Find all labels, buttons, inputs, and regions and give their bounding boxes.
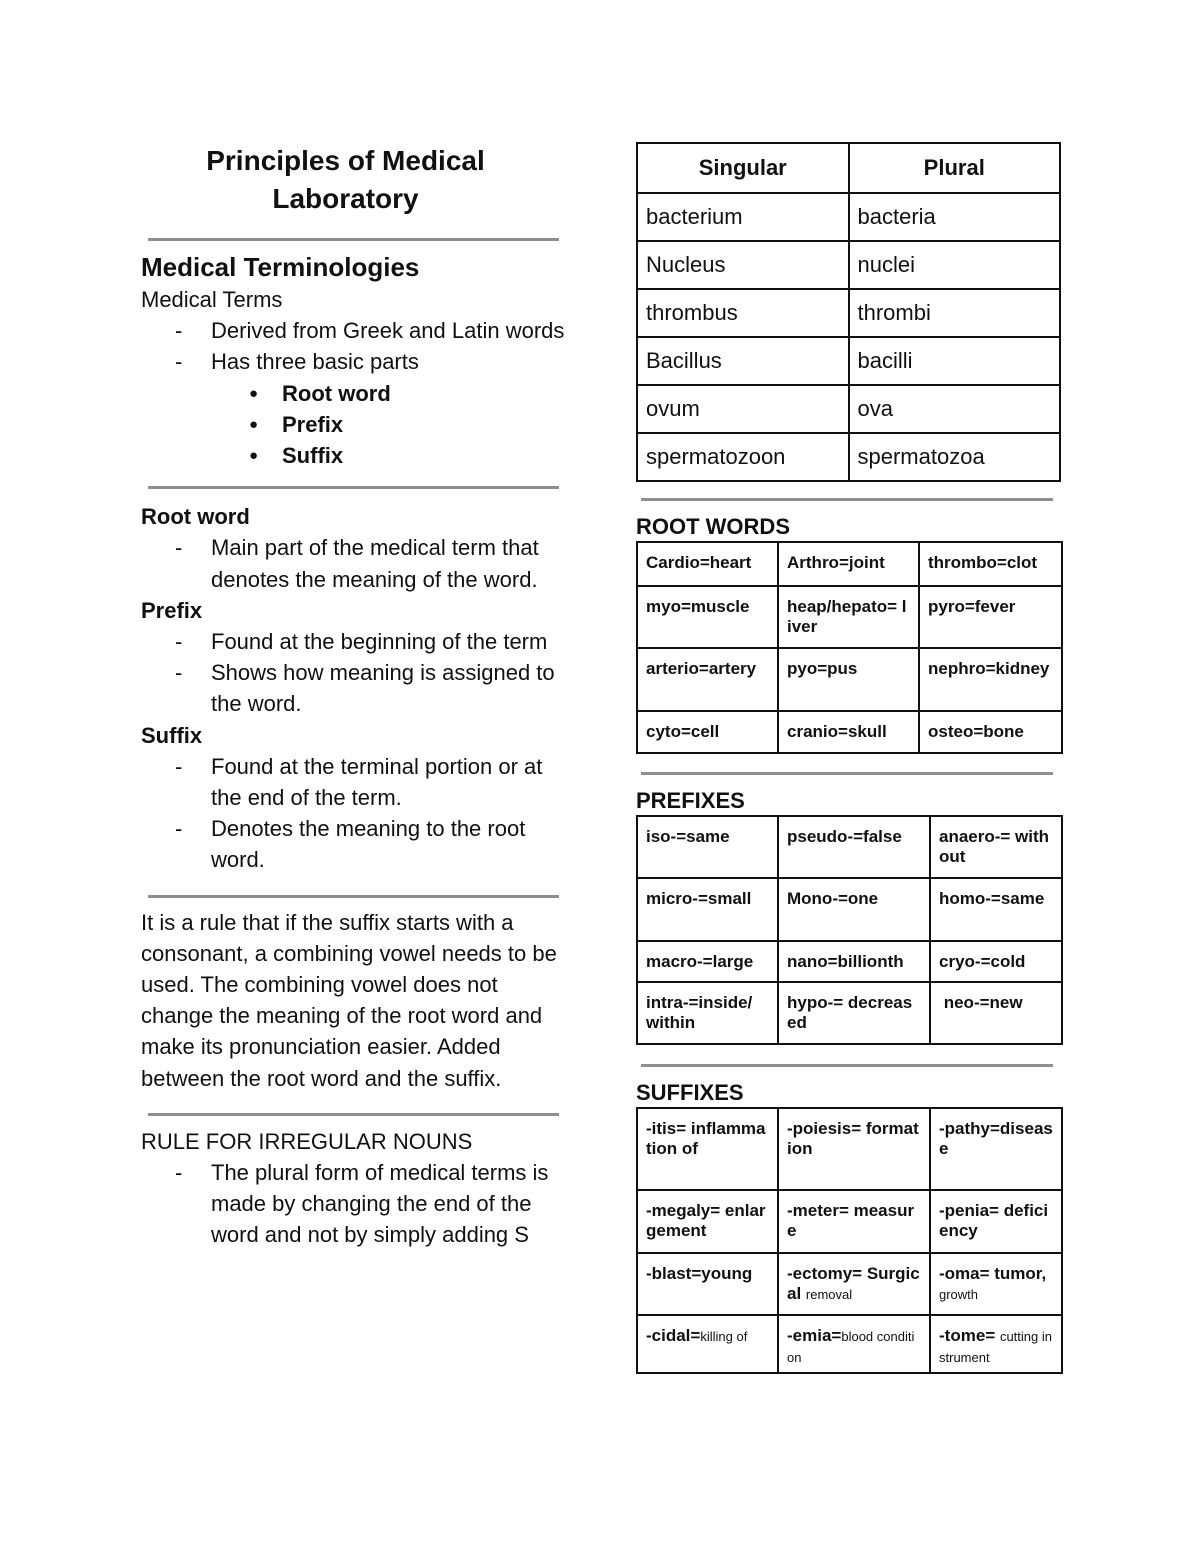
table-cell: heap/hepato= liver xyxy=(778,586,919,648)
table-cell: pyo=pus xyxy=(778,648,919,711)
term-text: -tome= xyxy=(939,1326,996,1345)
singular-plural-table xyxy=(636,142,1061,482)
table-cell: cryo-=cold xyxy=(930,941,1062,982)
table-row xyxy=(637,433,1060,481)
table-cell: -megaly= enlargement xyxy=(637,1190,778,1253)
table-cell: Nucleus xyxy=(637,241,849,289)
subheading-medical-terms: Medical Terms xyxy=(141,287,283,312)
term-note: cutting instrument xyxy=(939,1329,1052,1365)
table-row xyxy=(637,241,1060,289)
table-header-row xyxy=(637,143,1060,193)
divider xyxy=(148,486,559,489)
root-words-table xyxy=(636,541,1063,754)
table-cell: arterio=artery xyxy=(637,648,778,711)
irregular-nouns-points xyxy=(141,1157,566,1251)
list-item: - The plural form of medical terms is made by changing the end of the word and not by simply adding S xyxy=(141,1157,566,1251)
divider xyxy=(148,238,559,241)
table-cell: -meter= measure xyxy=(778,1190,930,1253)
table-cell xyxy=(637,1315,778,1373)
divider xyxy=(641,772,1053,775)
term-text: -ectomy= Surgical xyxy=(787,1264,920,1303)
table-cell: nuclei xyxy=(849,241,1061,289)
table-row xyxy=(637,1190,1062,1253)
table-row xyxy=(637,982,1062,1044)
table-cell: spermatozoa xyxy=(849,433,1061,481)
list-item: - Found at the terminal portion or at the end of the term. xyxy=(141,751,566,813)
prefix-points xyxy=(141,626,566,720)
table-cell: homo-=same xyxy=(930,878,1062,941)
heading-root-words: ROOT WORDS xyxy=(636,514,790,539)
table-row xyxy=(637,1315,1062,1373)
term-text: -emia= xyxy=(787,1326,842,1345)
table-cell: bacterium xyxy=(637,193,849,241)
suffixes-table xyxy=(636,1107,1063,1374)
table-cell: cyto=cell xyxy=(637,711,778,753)
table-cell: osteo=bone xyxy=(919,711,1062,753)
basic-parts-list xyxy=(141,378,566,472)
heading-suffixes: SUFFIXES xyxy=(636,1080,744,1105)
combining-vowel-rule: It is a rule that if the suffix starts with a consonant, a combining vowel needs to be used. The combining vowel does not change the meaning of the root word and make its pronunciation easier. Added between the root word and the suffix. xyxy=(141,909,557,1091)
suffix-points xyxy=(141,751,566,876)
table-cell: -pathy=disease xyxy=(930,1108,1062,1190)
table-cell: ovum xyxy=(637,385,849,433)
term-text: -cidal= xyxy=(646,1326,701,1345)
table-cell: neo-=new xyxy=(930,982,1062,1044)
term-note: blood condition xyxy=(787,1329,915,1365)
heading-irregular-nouns: RULE FOR IRREGULAR NOUNS xyxy=(141,1128,473,1154)
divider xyxy=(148,1113,559,1116)
table-cell: anaero-= without xyxy=(930,816,1062,878)
heading-prefix: Prefix xyxy=(141,597,203,623)
table-cell: pseudo-=false xyxy=(778,816,930,878)
table-cell: intra-=inside/ within xyxy=(637,982,778,1044)
left-column xyxy=(141,142,566,1251)
column-header-singular: Singular xyxy=(637,143,849,193)
divider xyxy=(641,1064,1053,1067)
page-title: Principles of Medical Laboratory xyxy=(206,145,485,214)
table-cell: bacilli xyxy=(849,337,1061,385)
table-cell: Bacillus xyxy=(637,337,849,385)
table-cell: nephro=kidney xyxy=(919,648,1062,711)
divider xyxy=(641,498,1053,501)
table-cell: -blast=young xyxy=(637,1253,778,1315)
list-item-suffix: ● Suffix xyxy=(141,440,566,471)
table-cell: -itis= inflammation of xyxy=(637,1108,778,1190)
table-cell: hypo-= decreased xyxy=(778,982,930,1044)
table-cell: Arthro=joint xyxy=(778,542,919,586)
table-cell: pyro=fever xyxy=(919,586,1062,648)
table-cell: myo=muscle xyxy=(637,586,778,648)
table-cell: thrombus xyxy=(637,289,849,337)
table-cell: bacteria xyxy=(849,193,1061,241)
table-row xyxy=(637,337,1060,385)
prefixes-table xyxy=(636,815,1063,1045)
term-note: growth xyxy=(939,1287,979,1302)
list-item: - Shows how meaning is assigned to the word. xyxy=(141,657,566,719)
list-item-root-word: ● Root word xyxy=(141,378,566,409)
table-row xyxy=(637,1253,1062,1315)
table-row xyxy=(637,586,1062,648)
term-text: -oma= tumor, xyxy=(939,1264,1047,1283)
table-cell: micro-=small xyxy=(637,878,778,941)
heading-root-word: Root word xyxy=(141,504,250,530)
column-header-plural: Plural xyxy=(849,143,1061,193)
table-row xyxy=(637,1108,1062,1190)
table-cell xyxy=(930,1253,1062,1315)
heading-prefixes: PREFIXES xyxy=(636,788,745,813)
table-row xyxy=(637,193,1060,241)
table-row xyxy=(637,878,1062,941)
term-note: killing of xyxy=(700,1329,748,1344)
list-item: - Has three basic parts xyxy=(141,346,566,377)
heading-suffix: Suffix xyxy=(141,722,203,748)
table-cell: -poiesis= formation xyxy=(778,1108,930,1190)
table-cell: Mono-=one xyxy=(778,878,930,941)
table-cell: cranio=skull xyxy=(778,711,919,753)
table-cell: -penia= deficiency xyxy=(930,1190,1062,1253)
list-item: - Found at the beginning of the term xyxy=(141,626,566,657)
table-cell xyxy=(930,1315,1062,1373)
table-cell: iso-=same xyxy=(637,816,778,878)
section-heading-terminologies: Medical Terminologies xyxy=(141,252,420,282)
table-cell: nano=billionth xyxy=(778,941,930,982)
list-item: - Main part of the medical term that denotes the meaning of the word. xyxy=(141,532,566,594)
list-item: - Denotes the meaning to the root word. xyxy=(141,813,566,875)
table-cell: macro-=large xyxy=(637,941,778,982)
table-row xyxy=(637,648,1062,711)
term-note: removal xyxy=(805,1287,853,1302)
right-column xyxy=(636,142,1061,1374)
table-row xyxy=(637,385,1060,433)
table-cell: ova xyxy=(849,385,1061,433)
table-cell: Cardio=heart xyxy=(637,542,778,586)
table-row xyxy=(637,941,1062,982)
table-cell xyxy=(778,1315,930,1373)
table-row xyxy=(637,542,1062,586)
table-cell: thrombo=clot xyxy=(919,542,1062,586)
root-word-points xyxy=(141,532,566,594)
list-item: - Derived from Greek and Latin words xyxy=(141,315,566,346)
table-row xyxy=(637,711,1062,753)
table-cell: spermatozoon xyxy=(637,433,849,481)
table-cell xyxy=(778,1253,930,1315)
table-cell: thrombi xyxy=(849,289,1061,337)
table-row xyxy=(637,816,1062,878)
list-item-prefix: ● Prefix xyxy=(141,409,566,440)
table-row xyxy=(637,289,1060,337)
terminology-points xyxy=(141,315,566,377)
divider xyxy=(148,895,559,898)
